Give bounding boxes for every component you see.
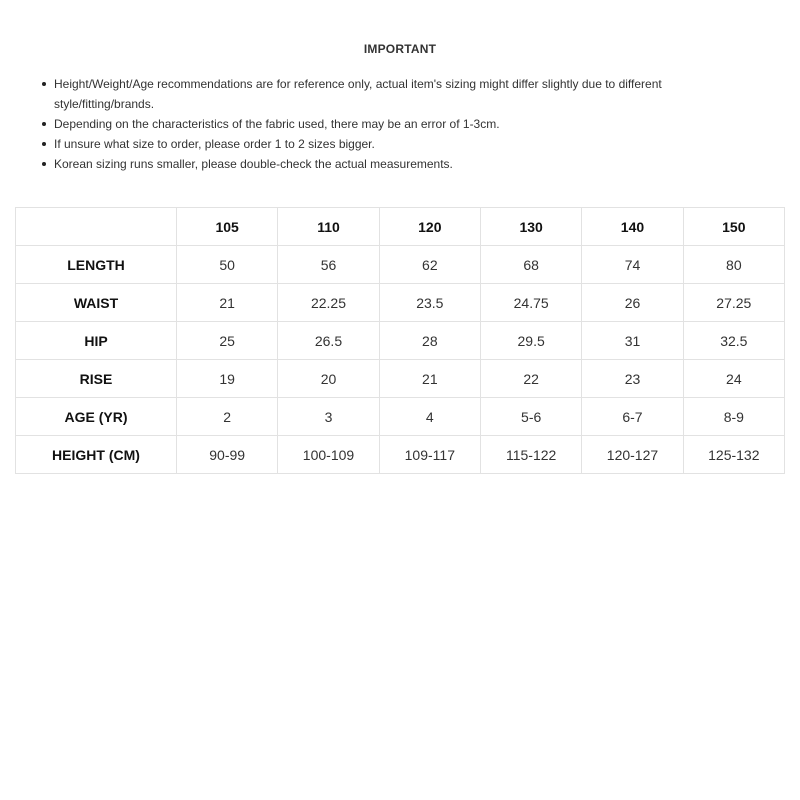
table-cell: 25 [177,322,278,360]
note-item: Korean sizing runs smaller, please double-check the actual measurements. [40,154,760,174]
table-cell: 32.5 [683,322,784,360]
note-item: Depending on the characteristics of the fabric used, there may be an error of 1-3cm. [40,114,760,134]
note-item: Height/Weight/Age recommendations are for reference only, actual item's sizing might differ slightly due to different style/fitting/brands. [40,74,760,114]
table-cell: 109-117 [379,436,480,474]
size-chart-table [15,207,785,474]
table-cell: 125-132 [683,436,784,474]
row-label: LENGTH [16,246,177,284]
row-label: HEIGHT (CM) [16,436,177,474]
note-item: If unsure what size to order, please order 1 to 2 sizes bigger. [40,134,760,154]
table-cell: 23 [582,360,683,398]
table-cell: 23.5 [379,284,480,322]
row-label: HIP [16,322,177,360]
row-label: WAIST [16,284,177,322]
size-header: 130 [480,208,581,246]
table-cell: 6-7 [582,398,683,436]
notes-list [40,74,760,174]
table-cell: 74 [582,246,683,284]
table-cell: 80 [683,246,784,284]
table-row-length [16,246,785,284]
table-cell: 31 [582,322,683,360]
table-cell: 90-99 [177,436,278,474]
row-label: RISE [16,360,177,398]
table-row-hip [16,322,785,360]
table-corner-cell [16,208,177,246]
table-cell: 24.75 [480,284,581,322]
table-cell: 5-6 [480,398,581,436]
table-cell: 4 [379,398,480,436]
table-cell: 62 [379,246,480,284]
table-cell: 115-122 [480,436,581,474]
table-cell: 28 [379,322,480,360]
table-header-row [16,208,785,246]
table-cell: 68 [480,246,581,284]
table-row-height [16,436,785,474]
table-cell: 24 [683,360,784,398]
table-cell: 26 [582,284,683,322]
table-cell: 27.25 [683,284,784,322]
table-cell: 21 [379,360,480,398]
table-row-age [16,398,785,436]
table-cell: 22.25 [278,284,379,322]
table-row-rise [16,360,785,398]
row-label: AGE (YR) [16,398,177,436]
table-cell: 50 [177,246,278,284]
size-header: 150 [683,208,784,246]
size-header: 105 [177,208,278,246]
table-cell: 29.5 [480,322,581,360]
table-cell: 3 [278,398,379,436]
table-row-waist [16,284,785,322]
page-title: IMPORTANT [363,42,437,56]
table-cell: 100-109 [278,436,379,474]
table-cell: 19 [177,360,278,398]
table-cell: 56 [278,246,379,284]
table-cell: 21 [177,284,278,322]
size-header: 110 [278,208,379,246]
table-cell: 2 [177,398,278,436]
table-cell: 8-9 [683,398,784,436]
table-cell: 20 [278,360,379,398]
table-cell: 22 [480,360,581,398]
size-header: 140 [582,208,683,246]
table-cell: 120-127 [582,436,683,474]
size-header: 120 [379,208,480,246]
table-cell: 26.5 [278,322,379,360]
